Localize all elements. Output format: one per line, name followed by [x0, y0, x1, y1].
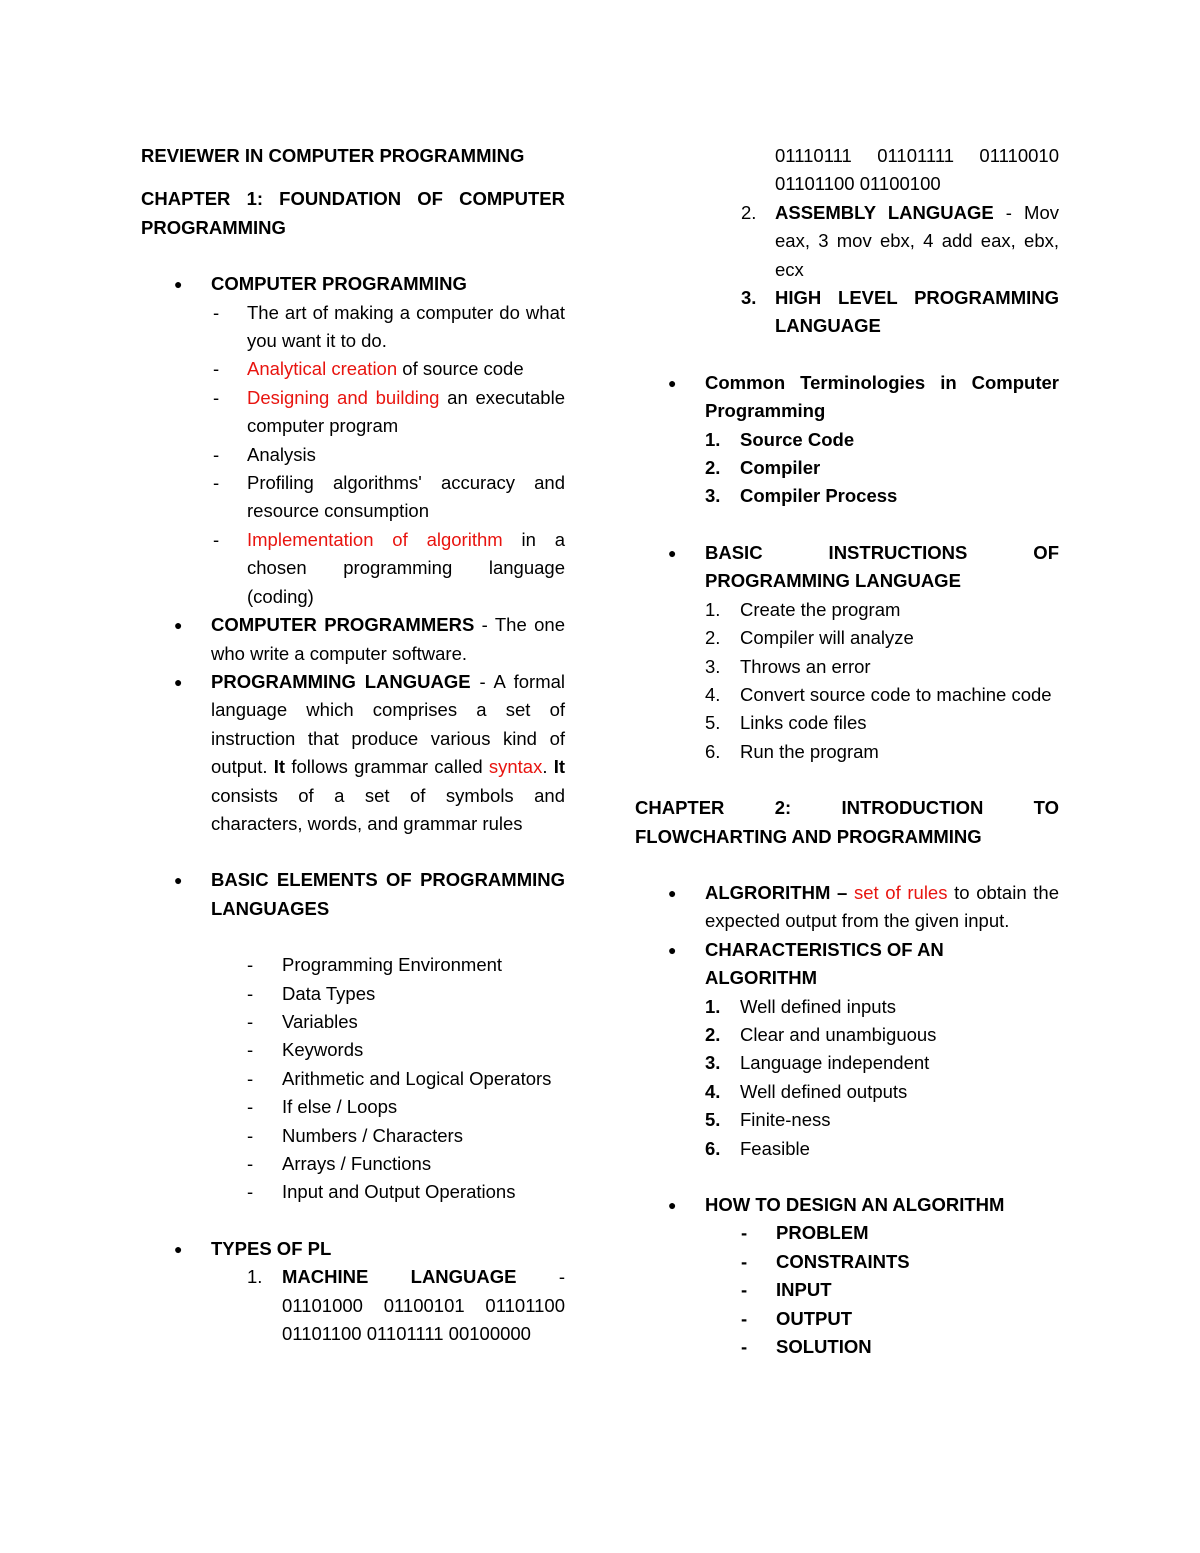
pl-text-bold: It — [553, 756, 566, 778]
list-item — [141, 1008, 565, 1036]
item-text: The art of making a computer do what you want it to do. — [247, 301, 565, 352]
list-item — [141, 441, 565, 469]
list-item — [141, 980, 565, 1008]
dash-marker: - — [247, 1153, 254, 1174]
list-item — [141, 1036, 565, 1064]
item-text: Source Code — [740, 428, 855, 450]
number-marker: 5. — [705, 1109, 721, 1131]
computer-programming-items — [141, 299, 565, 611]
dash-marker: - — [213, 528, 220, 550]
pl-text: . — [542, 756, 554, 778]
number-marker: 4. — [705, 1080, 721, 1102]
item-text: Convert source code to machine code — [740, 683, 1052, 705]
item-text: If else / Loops — [282, 1096, 398, 1118]
definitions-list — [141, 611, 565, 838]
list-item — [635, 426, 1059, 454]
types-list — [141, 1263, 565, 1348]
bullet-icon: ● — [174, 276, 183, 293]
dash-marker: - — [247, 1039, 254, 1061]
item-text: Run the program — [740, 740, 879, 762]
dash-marker: - — [213, 386, 220, 408]
dash-marker: - — [741, 1336, 748, 1358]
item-text: Numbers / Characters — [282, 1124, 463, 1146]
number-marker: 2. — [705, 627, 721, 649]
list-item — [141, 1093, 565, 1121]
design-heading: HOW TO DESIGN AN ALGORITHM — [705, 1194, 1005, 1215]
number-marker: 3. — [741, 287, 757, 309]
list-item — [635, 199, 1059, 284]
item-text: Compiler Process — [740, 485, 898, 507]
number-marker: 4. — [705, 683, 721, 705]
number-marker: 6. — [705, 740, 721, 762]
number-marker: 3. — [705, 485, 721, 507]
list-item — [635, 936, 1059, 993]
machine-binary-continued — [635, 142, 1059, 199]
dash-marker: - — [213, 358, 220, 380]
list-item — [635, 738, 1059, 766]
basic-instructions-section — [635, 539, 1059, 596]
list-item — [141, 1065, 565, 1093]
terminologies-section — [635, 369, 1059, 426]
item-text: Compiler will analyze — [740, 627, 914, 649]
machine-binary: 01101000 01100101 01101100 01101100 01101111 00100000 — [282, 1294, 565, 1345]
list-item — [635, 681, 1059, 709]
dash-marker: - — [741, 1279, 748, 1301]
list-item — [141, 469, 565, 526]
dash-marker: - — [247, 954, 254, 976]
basic-instructions-heading: BASIC INSTRUCTIONS OF PROGRAMMING LANGUAGE — [705, 541, 1059, 592]
bullet-icon: ● — [668, 544, 677, 561]
list-item — [635, 482, 1059, 510]
left-column — [141, 142, 565, 1348]
high-level-label: HIGH LEVEL PROGRAMMING LANGUAGE — [775, 287, 1059, 337]
list-item — [635, 1135, 1059, 1163]
pl-text: follows grammar called — [285, 756, 489, 778]
characteristics-heading: CHARACTERISTICS OF AN ALGORITHM — [705, 938, 944, 989]
bullet-icon: ● — [668, 1197, 677, 1213]
list-item — [635, 1333, 1059, 1361]
design-section — [635, 1191, 1059, 1219]
dash-marker: - — [247, 1010, 254, 1032]
item-text: OUTPUT — [776, 1307, 853, 1329]
item-text: Analysis — [247, 443, 316, 465]
list-item — [141, 1235, 565, 1263]
number-marker: 2. — [741, 201, 757, 223]
item-text: Clear and unambiguous — [740, 1023, 937, 1045]
list-item — [635, 1219, 1059, 1247]
bullet-icon: ● — [174, 673, 183, 690]
dash-marker: - — [247, 1124, 254, 1146]
chapter-2-heading: CHAPTER 2: INTRODUCTION TO FLOWCHARTING AND PROGRAMMING — [635, 797, 1059, 847]
dash-marker: - — [741, 1250, 748, 1272]
item-text: Arithmetic and Logical Operators — [282, 1067, 552, 1089]
dash-marker: - — [741, 1307, 748, 1329]
item-highlight: Implementation of algorithm — [247, 528, 503, 550]
basic-instructions-list — [635, 596, 1059, 766]
item-text: Input and Output Operations — [282, 1181, 516, 1203]
list-item — [141, 270, 565, 298]
item-text: of source code — [397, 358, 524, 380]
list-item — [635, 1049, 1059, 1077]
basic-elements-section — [141, 866, 565, 923]
programmers-text: - The one who write a computer software. — [211, 614, 565, 664]
types-section — [141, 1235, 565, 1263]
list-item — [141, 355, 565, 383]
list-item — [141, 1263, 565, 1348]
list-item — [635, 1276, 1059, 1304]
number-marker: 2. — [705, 457, 721, 479]
list-item — [141, 611, 565, 668]
number-marker: 1. — [247, 1266, 263, 1288]
dash-marker: - — [247, 1096, 254, 1118]
item-text: CONSTRAINTS — [776, 1250, 910, 1272]
list-item — [141, 384, 565, 441]
number-marker: 1. — [705, 428, 721, 450]
item-highlight: Designing and building — [247, 386, 440, 408]
dash-marker: - — [213, 301, 220, 323]
item-text: Links code files — [740, 712, 867, 734]
algorithm-highlight: set of rules — [853, 881, 948, 903]
basic-elements-list — [141, 951, 565, 1207]
chapter-1-heading: CHAPTER 1: FOUNDATION OF COMPUTER PROGRAMMING — [141, 188, 565, 238]
list-item — [141, 299, 565, 356]
dash-marker: - — [741, 1222, 748, 1244]
item-text: Feasible — [740, 1137, 810, 1159]
chapter-2-list — [635, 879, 1059, 993]
item-text: PROBLEM — [776, 1222, 869, 1244]
number-marker: 3. — [705, 655, 721, 677]
item-text: Finite-ness — [740, 1109, 831, 1131]
item-text: Well defined outputs — [740, 1080, 908, 1102]
bullet-icon: ● — [668, 374, 677, 391]
list-item — [635, 653, 1059, 681]
programmers-heading: COMPUTER PROGRAMMERS — [211, 614, 475, 636]
number-marker: 2. — [705, 1023, 721, 1045]
characteristics-list — [635, 993, 1059, 1163]
pl-text: consists of a set of symbols and characters, words, and grammar rules — [211, 784, 565, 834]
dash-marker: - — [247, 982, 254, 1004]
item-text: Variables — [282, 1010, 358, 1032]
list-item — [141, 1178, 565, 1206]
item-text: INPUT — [776, 1279, 832, 1301]
number-marker: 5. — [705, 712, 721, 734]
item-text: Compiler — [740, 457, 821, 479]
item-text: Well defined inputs — [740, 995, 896, 1017]
number-marker: 1. — [705, 598, 721, 620]
item-text: Throws an error — [740, 655, 871, 677]
item-text: Arrays / Functions — [282, 1153, 432, 1174]
item-text: SOLUTION — [776, 1336, 872, 1358]
item-text: Language independent — [740, 1052, 930, 1074]
item-text: Programming Environment — [282, 954, 503, 976]
item-text: – — [830, 881, 854, 903]
item-text: in a chosen programming language (coding) — [247, 528, 565, 607]
list-item — [635, 993, 1059, 1021]
bullet-icon: ● — [668, 941, 677, 958]
item-text: Keywords — [282, 1039, 364, 1061]
dash-marker: - — [247, 1181, 254, 1203]
list-item — [635, 1191, 1059, 1219]
algorithm-heading: ALGRORITHM — [705, 881, 831, 903]
bullet-icon: ● — [668, 884, 677, 901]
bullet-icon: ● — [174, 1240, 183, 1257]
dash-marker: - — [247, 1067, 254, 1089]
bullet-icon: ● — [174, 872, 183, 889]
chapter-1-list — [141, 270, 565, 298]
item-text: 01110111 01101111 01110010 01101100 01100100 — [775, 145, 1059, 195]
list-item — [141, 668, 565, 838]
list-item — [635, 879, 1059, 936]
list-item — [635, 369, 1059, 426]
item-text: - Mov eax, 3 mov ebx, 4 add eax, ebx, ecx — [775, 201, 1060, 280]
list-item — [635, 1021, 1059, 1049]
item-text: Data Types — [282, 982, 376, 1004]
list-item — [141, 951, 565, 979]
item-text: an executable computer program — [247, 386, 565, 437]
list-item — [141, 1150, 565, 1178]
list-item — [635, 596, 1059, 624]
types-list-continued — [635, 199, 1059, 341]
list-item — [141, 866, 565, 923]
list-item — [141, 1122, 565, 1150]
list-item — [635, 709, 1059, 737]
terminologies-heading: Common Terminologies in Computer Programming — [705, 371, 1059, 422]
list-item — [635, 284, 1059, 341]
item-highlight: Analytical creation — [247, 358, 398, 380]
terminologies-list — [635, 426, 1059, 511]
list-item — [635, 1106, 1059, 1134]
dash-marker: - — [213, 472, 220, 494]
syntax-highlight: syntax — [488, 756, 543, 778]
number-marker: 6. — [705, 1137, 721, 1159]
list-item — [635, 1248, 1059, 1276]
computer-programming-heading: COMPUTER PROGRAMMING — [211, 273, 467, 295]
list-item — [635, 454, 1059, 482]
list-item — [635, 539, 1059, 596]
item-text: Create the program — [740, 598, 901, 620]
list-item — [635, 1305, 1059, 1333]
number-marker: 3. — [705, 1052, 721, 1074]
machine-language-label: MACHINE LANGUAGE — [282, 1266, 517, 1288]
dash-marker: - — [213, 443, 220, 465]
number-marker: 1. — [705, 995, 721, 1017]
programming-language-heading: PROGRAMMING LANGUAGE — [211, 670, 471, 692]
list-item — [141, 526, 565, 611]
item-text: - — [516, 1266, 565, 1288]
item-text: Profiling algorithms' accuracy and resource consumption — [247, 472, 565, 522]
pl-text: - A formal language which comprises a set of instruction that produce various kind of output. — [211, 670, 565, 778]
right-column — [635, 142, 1059, 1361]
item-text: to obtain the expected output from the given input. — [705, 881, 1059, 932]
document-title: REVIEWER IN COMPUTER PROGRAMMING — [141, 145, 525, 166]
assembly-language-label: ASSEMBLY LANGUAGE — [775, 201, 994, 223]
list-item — [635, 1078, 1059, 1106]
basic-elements-heading: BASIC ELEMENTS OF PROGRAMMING LANGUAGES — [211, 869, 565, 919]
types-heading: TYPES OF PL — [211, 1237, 332, 1259]
pl-text-bold: It — [273, 756, 286, 778]
list-item — [635, 624, 1059, 652]
design-steps-list — [635, 1219, 1059, 1361]
bullet-icon: ● — [174, 617, 183, 634]
